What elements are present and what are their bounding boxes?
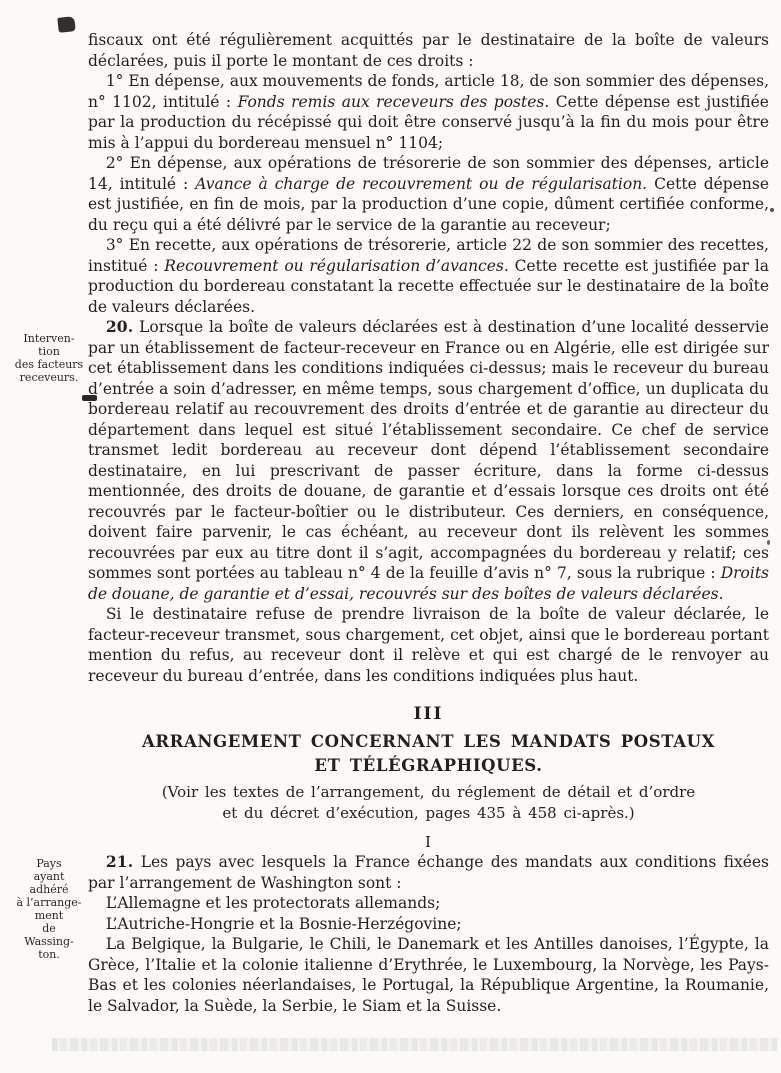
- margin-note-line: tion: [38, 345, 60, 358]
- margin-note-line: Pays: [36, 857, 62, 870]
- item-text: Cette recette est justifiée par la production du bordereau constatant la recette effectuée sur le destinataire de la boîte de valeurs déclarées.: [88, 256, 769, 316]
- expense-item-2: [88, 153, 769, 235]
- section-heading: [88, 703, 769, 852]
- article-text: Les pays avec lesquels la France échange des mandats aux conditions fixées par l’arrangement de Washington sont :: [88, 853, 769, 892]
- subsection-numeral: I: [425, 833, 432, 851]
- country-line: L’Autriche-Hongrie et la Bosnie-Herzégovine;: [105, 914, 462, 933]
- rubric-italic: Droits de douane, de garantie et d’essai, recouvrés sur des boîtes de valeurs déclarées.: [88, 564, 769, 603]
- margin-note-line: Wassing-: [24, 935, 74, 948]
- countries-paragraph: La Belgique, la Bulgarie, le Chili, le Danemark et les Antilles danoises, l’Égypte, la Grèce, l’Italie et la colonie italienne d’Erythrée, le Luxembourg, la Norvège, les Pays-Bas et les colonies néerlandaises, le Portugal, la République Argentine, la Roumanie, le Salvador, la Suède, la Serbie, le Siam et la Suisse.: [88, 935, 769, 1015]
- arrangement-title-line: ARRANGEMENT CONCERNANT LES MANDATS POSTAUX: [141, 732, 716, 751]
- margin-note-line: ayant: [33, 870, 65, 883]
- margin-note-line: à l’arrange-: [16, 896, 82, 909]
- margin-note-line: des facteurs: [14, 358, 84, 371]
- margin-note-line: de: [42, 922, 56, 935]
- page-edge-artifact: [52, 1038, 777, 1051]
- article-number: 20.: [105, 317, 134, 336]
- arrangement-note: [88, 782, 769, 824]
- ink-blot-artifact: [57, 16, 75, 33]
- margin-note-line: receveurs.: [19, 371, 79, 384]
- ink-speck-artifact: [770, 208, 774, 212]
- article-number: 21.: [105, 852, 134, 871]
- section-numeral: III: [413, 704, 444, 724]
- item-text: 2° En dépense, aux opérations de trésorerie de son sommier des dépenses, article 14, intitulé :: [88, 154, 769, 193]
- receipt-item-3: [88, 235, 769, 317]
- margin-note-line: adhéré: [29, 883, 69, 896]
- country-line: L’Allemagne et les protectorats allemands;: [105, 894, 441, 912]
- margin-note-pays: [8, 857, 90, 961]
- arrangement-title-line: ET TÉLÉGRAPHIQUES.: [314, 756, 543, 775]
- margin-note-intervention: [8, 332, 90, 384]
- item-title-italic: Fonds remis aux receveurs des postes.: [237, 92, 550, 111]
- item-text: Cette dépense est justifiée, en fin de mois, par la production d’une copie, dûment certifiée conforme, du reçu qui a été délivré par le service de la garantie au receveur;: [88, 174, 769, 234]
- continuation-paragraph: fiscaux ont été régulièrement acquittés par le destinataire de la boîte de valeurs déclarées, puis il porte le montant de ces droits :: [88, 31, 769, 70]
- item-title-italic: Avance à charge de recouvrement ou de régularisation.: [195, 174, 648, 193]
- article-20-paragraph: [88, 317, 769, 604]
- article-text: Lorsque la boîte de valeurs déclarées est à destination d’une localité desservie par un établissement de facteur-receveur en France ou en Algérie, elle est dirigée sur cet établissement dans les conditions indiquées ci-dessus; mais le receveur du bureau d’entrée a soin d’adresser, en même temps, sous chargement d’office, un duplicata du bordereau relatif au recouvrement des droits d’entrée et de garantie au directeur du département dans lequel est situé l’établissement secondaire. Ce chef de service transmet ledit bordereau au receveur dont dépend l’établissement secondaire destinataire, en lui prescrivant de passer écriture, dans la forme ci-dessus mentionnée, des droits de douane, de garantie et d’essais lorsque ces droits ont été recouvrés par le facteur-boîtier ou le distributeur. Ces derniers, en conséquence, doivent faire parvenir, le cas échéant, au receveur dont ils relèvent les sommes recouvrées par eux au titre dont il s’agit, accompagnées du bordereau y relatif; ces sommes sont portées au tableau n° 4 de la feuille d’avis n° 7, sous la rubrique :: [88, 318, 769, 582]
- item-text: Cette dépense est justifiée par la production du récépissé qui doit être conservé jusqu’à la fin du mois pour être mis à l’appui du bordereau mensuel n° 1104;: [88, 92, 769, 152]
- margin-note-line: ment: [34, 909, 64, 922]
- margin-note-line: ton.: [38, 948, 60, 961]
- article-21-paragraph: [88, 852, 769, 893]
- item-title-italic: Recouvrement ou régularisation d’avances.: [164, 256, 509, 275]
- item-text: 3° En recette, aux opérations de trésorerie, article 22 de son sommier des recettes, institué :: [88, 236, 769, 275]
- item-text: 1° En dépense, aux mouvements de fonds, article 18, de son sommier des dépenses, n° 1102, intitulé :: [88, 72, 770, 111]
- arrangement-title: [88, 730, 769, 778]
- arrangement-note-line: et du décret d’exécution, pages 435 à 458 ci-après.): [222, 804, 635, 822]
- refusal-paragraph: Si le destinataire refuse de prendre livraison de la boîte de valeur déclarée, le facteur-receveur transmet, sous chargement, cet objet, ainsi que le bordereau portant mention du refus, au receveur dont il relève et qui est chargé de le renvoyer au receveur du bureau d’entrée, dans les conditions indiquées plus haut.: [88, 605, 769, 685]
- margin-note-line: Interven-: [23, 332, 75, 345]
- arrangement-note-line: (Voir les textes de l’arrangement, du réglement de détail et d’ordre: [161, 783, 696, 801]
- body-column: [88, 30, 769, 1016]
- expense-item-1: [88, 71, 769, 153]
